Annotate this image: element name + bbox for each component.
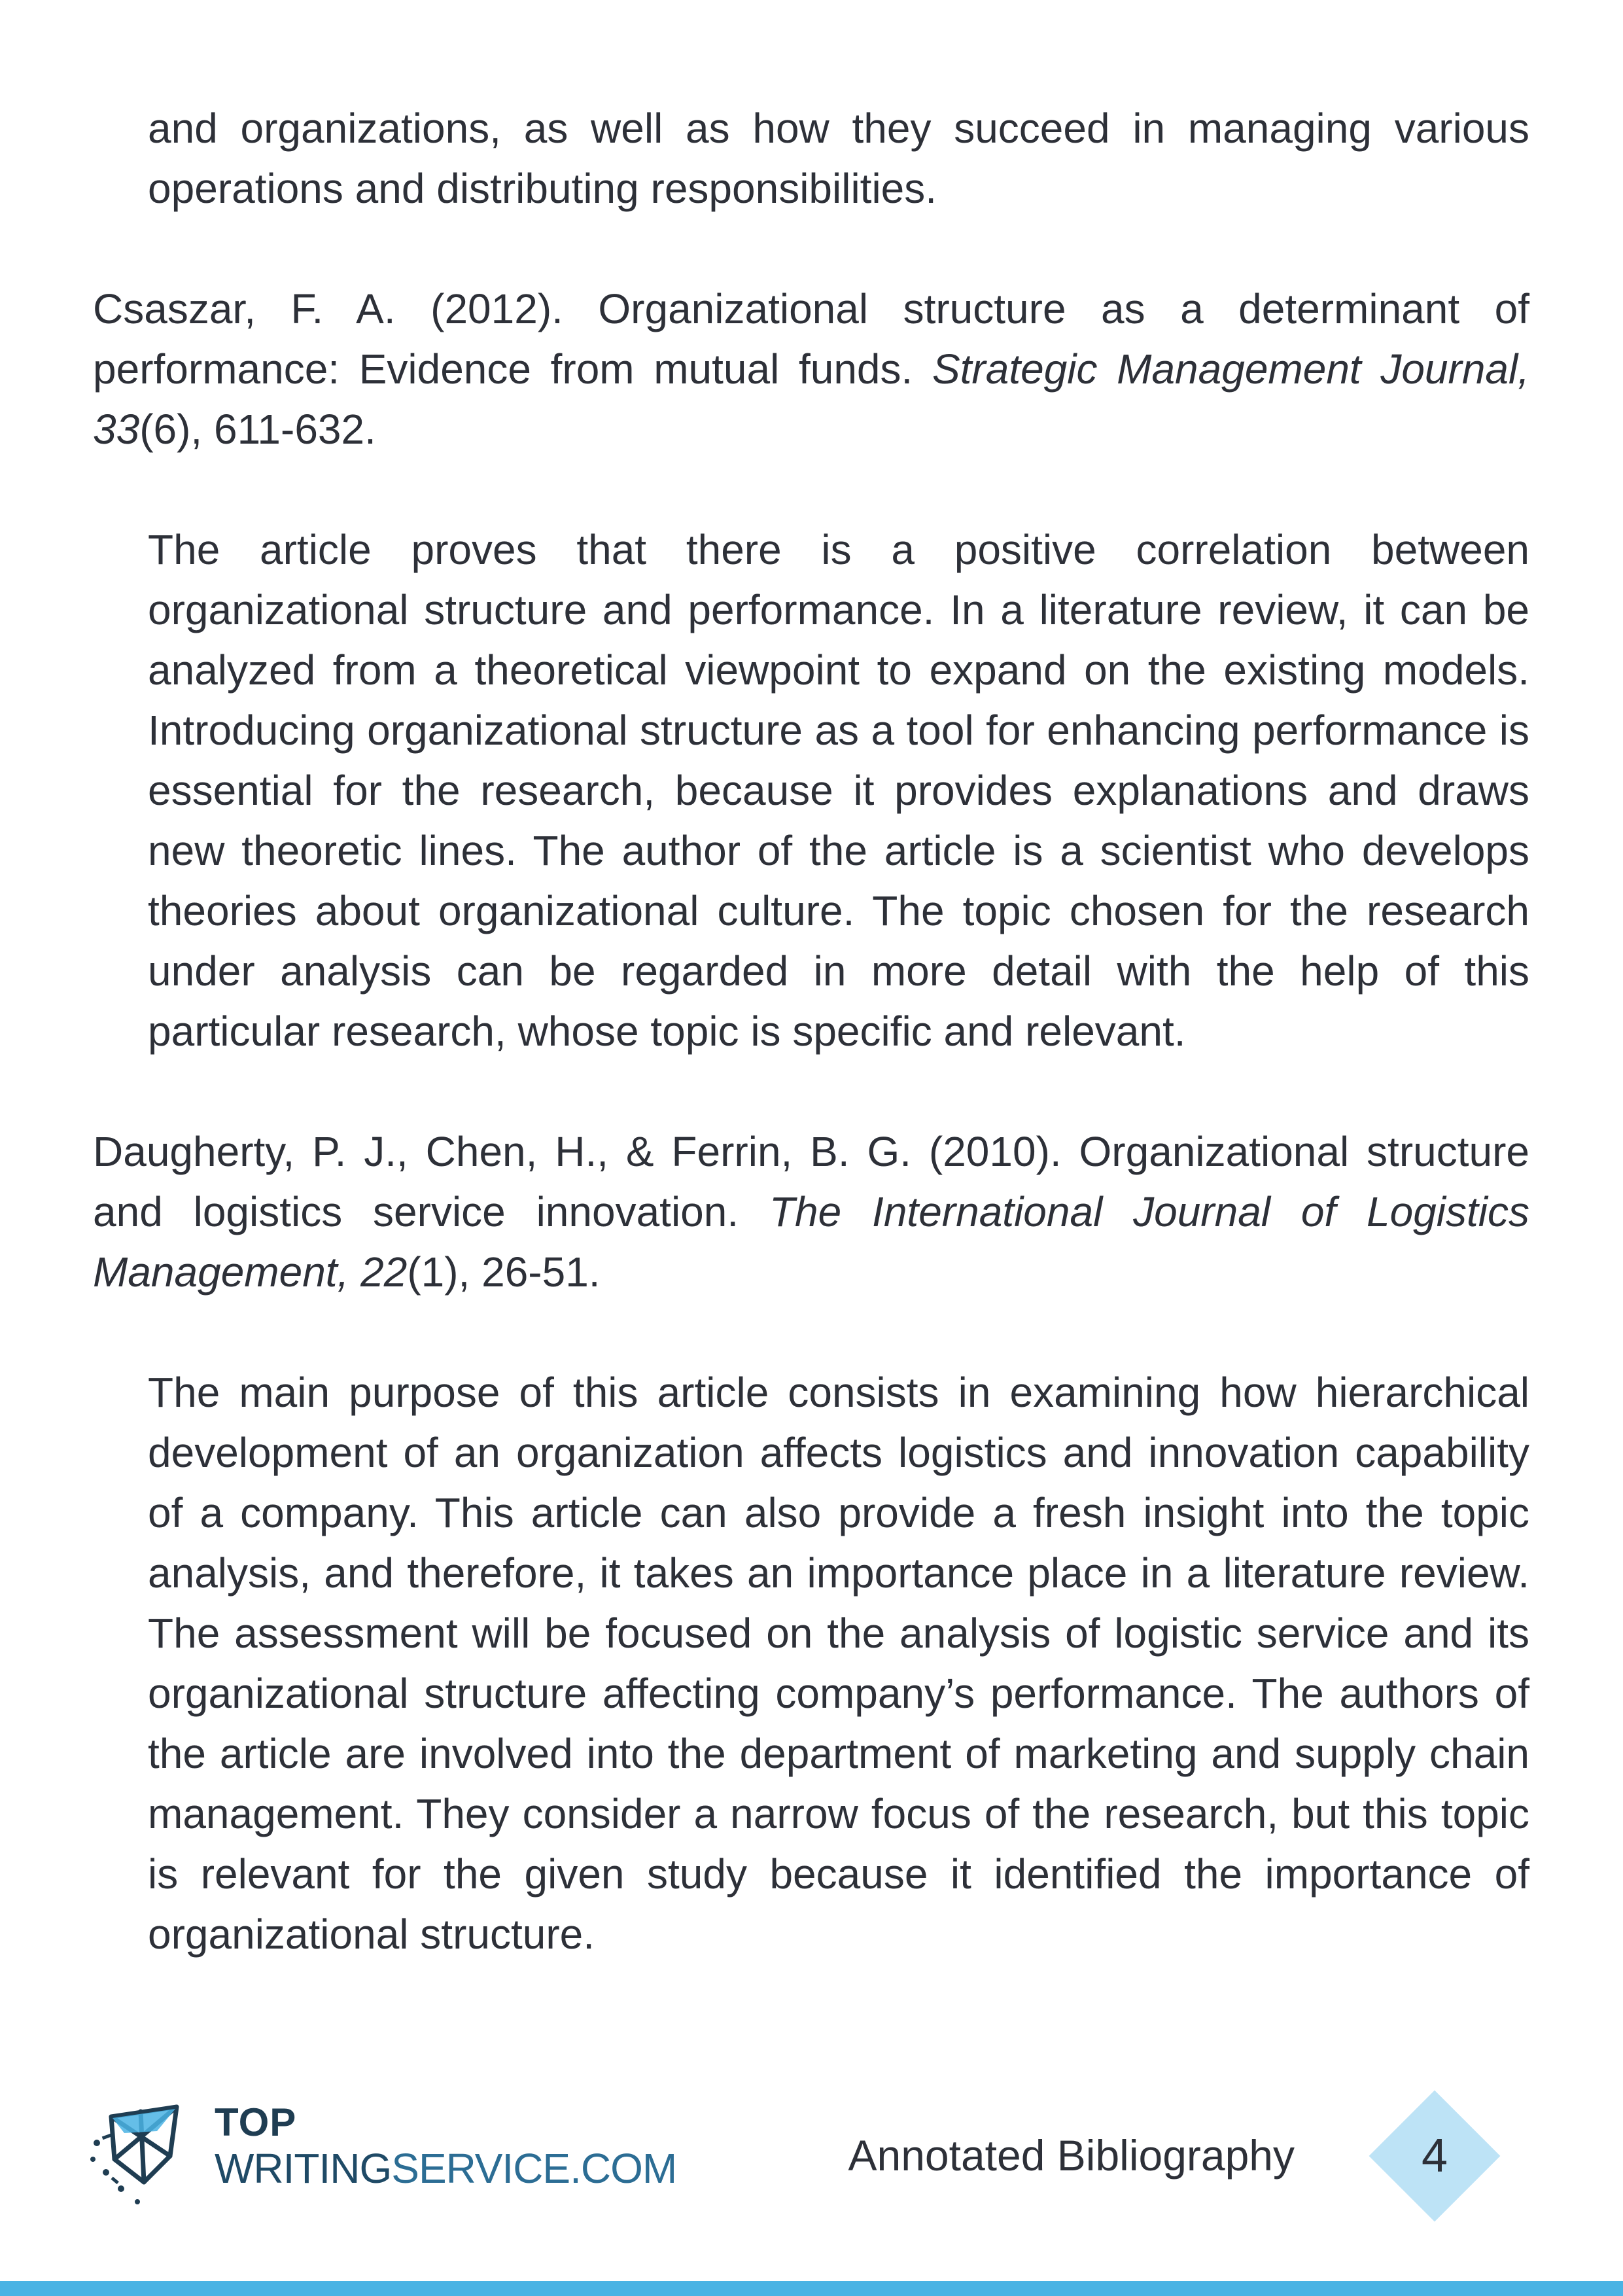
reference-pages: (1), 26-51.: [407, 1248, 601, 1296]
reference-daugherty: [93, 1122, 1529, 1302]
reference-pages: (6), 611-632.: [139, 406, 376, 453]
logo-bold-text: WRITING: [215, 2145, 392, 2192]
page-number: 4: [1421, 2130, 1448, 2182]
logo-bottom-text: [215, 2145, 677, 2192]
reference-journal: Strategic Management Journal, 33: [93, 345, 1530, 453]
page-number-badge: [1369, 2091, 1500, 2221]
reference-csaszar: [93, 279, 1529, 459]
diamond-logo-icon: [85, 2097, 190, 2208]
reference-text: Daugherty, P. J., Chen, H., & Ferrin, B. G. (2010). Organizational structure and logistics service innovation.: [93, 1128, 1529, 1235]
page-body: [93, 98, 1529, 1964]
logo-top-text: TOP: [215, 2100, 297, 2144]
document-title: Annotated Bibliography: [848, 2131, 1295, 2180]
bottom-accent-bar: [0, 2281, 1623, 2296]
brand-logo: [215, 2100, 677, 2192]
annotation-continued: and organizations, as well as how they succeed in managing various operations and distributing responsibilities.: [148, 105, 1529, 212]
reference-journal: The International Journal of Logistics Management, 22: [93, 1188, 1529, 1296]
reference-text: Csaszar, F. A. (2012). Organizational structure as a determinant of performance: Evidence from mutual funds.: [93, 285, 1529, 393]
annotation-csaszar: The article proves that there is a positive correlation between organizational structure and performance. In a literature review, it can be analyzed from a theoretical viewpoint to expand on the existing models. Introducing organizational structure as a tool for enhancing performance is essential for the research, because it provides explanations and draws new theoretic lines. The author of the article is a scientist who develops theories about organizational culture. The topic chosen for the research under analysis can be regarded in more detail with the help of this particular research, whose topic is specific and relevant.: [148, 526, 1529, 1055]
annotation-daugherty: The main purpose of this article consists in examining how hierarchical development of an organization affects logistics and innovation capability of a company. This article can also provide a fresh insight into the topic analysis, and therefore, it takes an importance place in a literature review. The assessment will be focused on the analysis of logistic service and its organizational structure affecting company’s performance. The authors of the article are involved into the department of marketing and supply chain management. They consider a narrow focus of the research, but this topic is relevant for the given study because it identified the importance of organizational structure.: [148, 1369, 1529, 1958]
logo-thin-text: SERVICE.COM: [391, 2145, 677, 2192]
page-footer: [0, 2081, 1623, 2238]
